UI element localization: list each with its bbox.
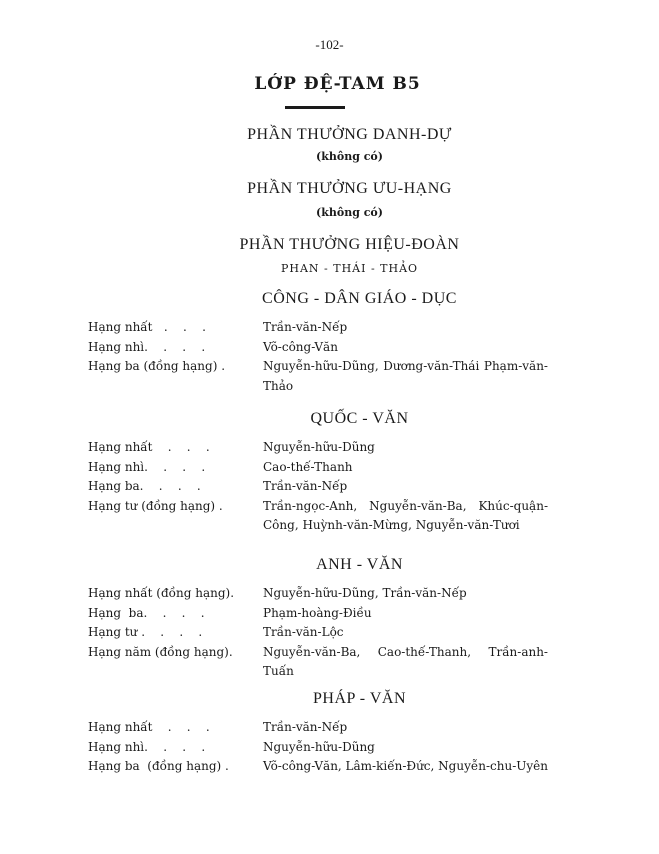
class-title: LỚP ĐỆ-TAM B5 (254, 74, 421, 94)
student-names: Nguyễn-văn-Ba, Cao-thế-Thanh, Trần-anh-Tuấn (263, 644, 548, 678)
ranking-row (88, 458, 548, 478)
rank-label: Hạng ba (đồng hạng) . (88, 759, 229, 773)
rank-label: Hạng năm (đồng hạng). (88, 644, 233, 659)
award-heading: PHẦN THƯỞNG HIỆU-ĐOÀN (239, 236, 460, 253)
ranking-list (88, 584, 548, 682)
rank-label: Hạng tư (đồng hạng) . (88, 498, 223, 513)
ranking-row (88, 718, 548, 738)
rank-label: Hạng nhất . . . (88, 440, 210, 454)
student-names: Nguyễn-hữu-Dũng, Trần-văn-Nếp (263, 586, 467, 600)
ranking-row (88, 497, 548, 536)
ranking-row (88, 643, 548, 682)
award-heading: PHẦN THƯỞNG ƯU-HẠNG (247, 180, 452, 197)
rank-label: Hạng nhất . . . (88, 320, 206, 334)
ranking-row (88, 584, 548, 604)
page-number: -102- (315, 37, 344, 52)
award-detail: (không có) (316, 150, 383, 163)
student-names: Nguyễn-hữu-Dũng, Dương-văn-Thái Phạm-văn-Thảo (263, 359, 548, 393)
subject-heading: CÔNG - DÂN GIÁO - DỤC (262, 290, 457, 307)
rank-label: Hạng nhì. . . . (88, 339, 206, 354)
rank-label: Hạng nhất . . . (88, 720, 210, 734)
title-divider (285, 106, 345, 109)
student-names: Nguyễn-hữu-Dũng (263, 739, 375, 754)
rank-label: Hạng nhất (đồng hạng). (88, 586, 235, 600)
award-heading: PHẦN THƯỞNG DANH-DỰ (247, 126, 452, 143)
student-names: Phạm-hoàng-Điều (263, 605, 372, 620)
ranking-row (88, 623, 548, 643)
subject-heading: QUỐC - VĂN (310, 410, 409, 427)
ranking-row (88, 604, 548, 624)
rank-label: Hạng ba. . . . (88, 479, 201, 493)
student-names: Trần-văn-Lộc (263, 625, 344, 639)
student-names: Nguyễn-hữu-Dũng (263, 440, 375, 454)
rank-label: Hạng tư . . . . (88, 625, 203, 639)
ranking-row (88, 738, 548, 758)
award-detail: (không có) (316, 206, 383, 219)
student-names: Cao-thế-Thanh (263, 459, 353, 474)
ranking-row (88, 318, 548, 338)
student-names: Võ-công-Văn (263, 339, 338, 354)
award-detail: PHAN - THÁI - THẢO (280, 262, 419, 275)
student-names: Trần-văn-Nếp (263, 320, 348, 334)
ranking-list (88, 318, 548, 396)
student-names: Trần-văn-Nếp (263, 720, 348, 734)
ranking-row (88, 338, 548, 358)
ranking-row (88, 357, 548, 396)
ranking-row (88, 438, 548, 458)
rank-label: Hạng nhì. . . . (88, 459, 206, 474)
student-names: Võ-công-Văn, Lâm-kiến-Đức, Nguyễn-chu-Uyên (263, 759, 548, 773)
subject-heading: ANH - VĂN (316, 556, 403, 573)
rank-label: Hạng ba. . . . (88, 605, 205, 620)
ranking-list (88, 438, 548, 536)
student-names: Trần-văn-Nếp (263, 479, 348, 493)
ranking-row (88, 477, 548, 497)
student-names: Trần-ngọc-Anh, Nguyễn-văn-Ba, Khúc-quận-Công, Huỳnh-văn-Mừng, Nguyễn-văn-Tươi (263, 498, 548, 532)
ranking-list (88, 718, 548, 777)
rank-label: Hạng ba (đồng hạng) . (88, 359, 226, 373)
rank-label: Hạng nhì. . . . (88, 739, 206, 754)
ranking-row (88, 757, 548, 777)
subject-heading: PHÁP - VĂN (312, 690, 406, 707)
